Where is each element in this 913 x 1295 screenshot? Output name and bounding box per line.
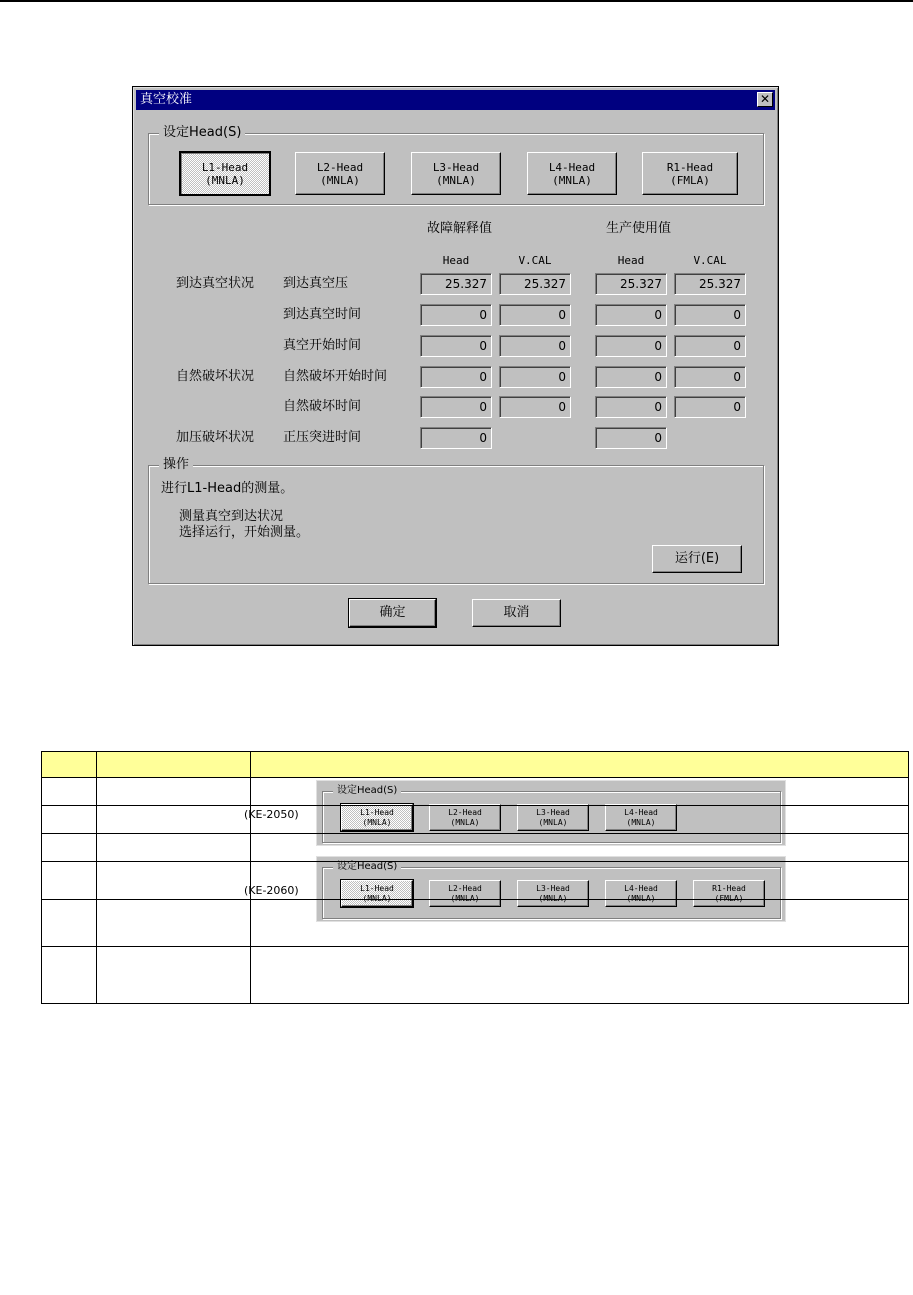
dialog-title: 真空校准: [140, 92, 193, 107]
value-field: 0: [595, 396, 667, 418]
col-header-vcal-1: V.CAL: [518, 254, 552, 267]
value-field: 0: [420, 366, 492, 388]
head-button-line2: (MNLA): [362, 893, 392, 903]
table-cell: [97, 778, 251, 806]
head-button-line1: L2-Head: [448, 883, 482, 893]
head-select-legend: 设定Head(S): [159, 125, 245, 141]
table-cell: [97, 900, 251, 947]
table-cell: [42, 834, 97, 862]
model-label-ke2060: (KE-2060): [244, 884, 299, 897]
spec-table: [41, 751, 909, 1004]
table-row: [42, 947, 909, 1004]
col-header-head-1: Head: [442, 254, 470, 267]
table-cell: [97, 806, 251, 834]
operation-message: 进行L1-Head的测量。: [161, 481, 294, 496]
table-cell: [251, 862, 909, 900]
table-cell: [251, 947, 909, 1004]
head-button-l3[interactable]: [411, 152, 501, 195]
head-button-line2: (MNLA): [362, 817, 392, 827]
run-button[interactable]: 运行(E): [652, 545, 742, 573]
head-button-l1-line2: (MNLA): [205, 173, 245, 187]
table-header-cell: [97, 752, 251, 778]
head-button-line2: (MNLA): [538, 893, 568, 903]
operation-instruction-2: 选择运行，开始测量。: [179, 525, 310, 540]
group-label-reach: 到达真空状况: [176, 276, 255, 291]
head-button-r1-line2: (FMLA): [670, 173, 710, 187]
table-header-cell: [42, 752, 97, 778]
col-header-vcal-2: V.CAL: [693, 254, 727, 267]
head-button-line1: L1-Head: [360, 883, 394, 893]
row-label-natural-start: 自然破坏开始时间: [283, 369, 388, 384]
cancel-button[interactable]: 取消: [472, 599, 561, 627]
head-button-l2-line2: (MNLA): [320, 173, 360, 187]
head-button-line1: L2-Head: [448, 807, 482, 817]
value-field: 25.327: [499, 273, 571, 295]
head-button-l2-line1: L2-Head: [316, 160, 364, 174]
operation-instruction-1: 测量真空到达状况: [179, 509, 284, 524]
value-field: 0: [595, 366, 667, 388]
troubleshoot-values-header: 故障解释值: [427, 221, 493, 236]
value-field: 25.327: [674, 273, 746, 295]
page-top-rule: [0, 0, 913, 2]
head-button-line2: (MNLA): [538, 817, 568, 827]
head-button-l1[interactable]: [180, 152, 270, 195]
row-label-vacuum-start: 真空开始时间: [283, 338, 362, 353]
value-field: 25.327: [595, 273, 667, 295]
group-label-pressure: 加压破坏状况: [176, 430, 255, 445]
head-button-line2: (MNLA): [450, 817, 480, 827]
model-label-ke2050: (KE-2050): [244, 808, 299, 821]
head-button-line2: (MNLA): [450, 893, 480, 903]
table-cell: [251, 778, 909, 806]
production-values-header: 生产使用值: [606, 221, 672, 236]
head-button-r1[interactable]: [642, 152, 738, 195]
head-button-r1-line1: R1-Head: [666, 160, 714, 174]
value-field: 0: [499, 366, 571, 388]
table-row: [42, 806, 909, 834]
head-button-line2: (FMLA): [714, 893, 744, 903]
value-field: 0: [420, 396, 492, 418]
dialog-titlebar: [136, 90, 775, 110]
value-field: 0: [595, 427, 667, 449]
head-button-l4[interactable]: [527, 152, 617, 195]
vacuum-calibration-dialog: [132, 86, 779, 646]
table-header-row: [42, 752, 909, 778]
col-header-head-2: Head: [617, 254, 645, 267]
head-select-legend-ke2060: 设定Head(S): [333, 860, 401, 874]
head-button-l1-line1: L1-Head: [201, 160, 249, 174]
head-select-group: [148, 125, 764, 205]
head-button-l4-line1: L4-Head: [548, 160, 596, 174]
table-cell: [251, 806, 909, 834]
head-button-l2[interactable]: [295, 152, 385, 195]
table-cell: [42, 900, 97, 947]
table-cell: [251, 834, 909, 862]
value-field: 0: [595, 304, 667, 326]
group-label-natural: 自然破坏状况: [176, 369, 255, 384]
head-button-line1: L4-Head: [624, 883, 658, 893]
value-field: 0: [499, 335, 571, 357]
value-field: 0: [674, 396, 746, 418]
operation-group: [148, 457, 764, 584]
value-field: 0: [420, 304, 492, 326]
value-field: 0: [499, 304, 571, 326]
ok-button[interactable]: 确定: [349, 599, 436, 627]
head-button-line2: (MNLA): [626, 893, 656, 903]
close-icon[interactable]: ✕: [757, 92, 773, 107]
table-cell: [251, 900, 909, 947]
value-field: 0: [499, 396, 571, 418]
head-button-l3-line2: (MNLA): [436, 173, 476, 187]
table-cell: [42, 947, 97, 1004]
head-select-legend-ke2050: 设定Head(S): [333, 784, 401, 798]
head-button-l4-line2: (MNLA): [552, 173, 592, 187]
head-button-line2: (MNLA): [626, 817, 656, 827]
head-button-line1: L3-Head: [536, 883, 570, 893]
table-cell: [97, 862, 251, 900]
value-field: 0: [674, 304, 746, 326]
head-button-line1: L4-Head: [624, 807, 658, 817]
head-button-line1: L3-Head: [536, 807, 570, 817]
value-field: 0: [595, 335, 667, 357]
table-cell: [97, 947, 251, 1004]
value-field: 25.327: [420, 273, 492, 295]
row-label-natural-time: 自然破坏时间: [283, 399, 362, 414]
row-label-positive-pressure: 正压突进时间: [283, 430, 362, 445]
table-cell: [97, 834, 251, 862]
value-field: 0: [674, 335, 746, 357]
table-cell: [42, 778, 97, 806]
table-row: [42, 778, 909, 806]
head-button-line1: L1-Head: [360, 807, 394, 817]
row-label-reach-pressure: 到达真空压: [283, 276, 349, 291]
head-button-line1: R1-Head: [712, 883, 746, 893]
head-button-l3-line1: L3-Head: [432, 160, 480, 174]
table-row: [42, 834, 909, 862]
table-cell: [42, 806, 97, 834]
value-field: 0: [420, 335, 492, 357]
table-row: [42, 900, 909, 947]
row-label-reach-time: 到达真空时间: [283, 307, 362, 322]
table-cell: [42, 862, 97, 900]
table-row: [42, 862, 909, 900]
table-header-cell: [251, 752, 909, 778]
operation-legend: 操作: [159, 457, 193, 473]
value-field: 0: [420, 427, 492, 449]
value-field: 0: [674, 366, 746, 388]
